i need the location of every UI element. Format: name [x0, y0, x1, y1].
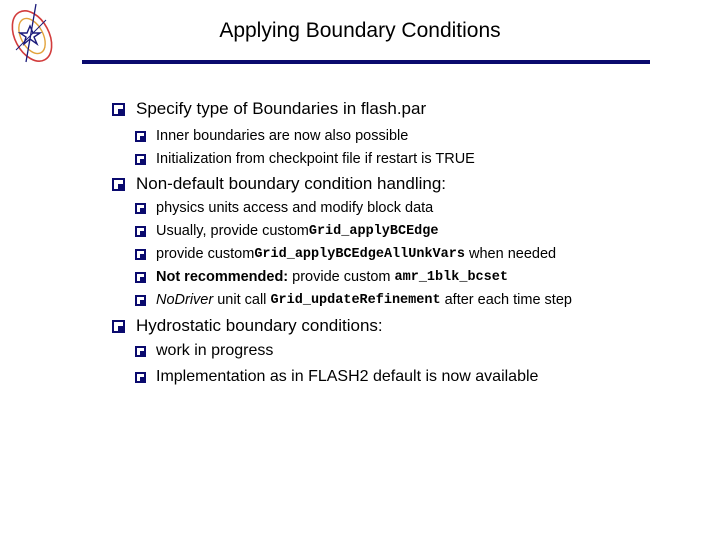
emphasis-label: Not recommended: — [156, 269, 289, 285]
square-bullet-icon — [135, 203, 146, 214]
sub-bullet-text: provide custom — [288, 269, 395, 285]
sub-bullet-item — [135, 342, 273, 360]
title-divider — [82, 60, 650, 64]
bullet-text: Hydrostatic boundary conditions: — [136, 316, 383, 335]
square-bullet-icon — [135, 295, 146, 306]
square-bullet-icon — [112, 178, 125, 191]
sub-bullet-item — [135, 128, 408, 144]
sub-bullet-text: provide custom — [156, 246, 255, 262]
bullet-item — [112, 99, 426, 119]
square-bullet-icon — [135, 372, 146, 383]
square-bullet-icon — [112, 320, 125, 333]
sub-bullet-text: Implementation as in FLASH2 default is now available — [156, 368, 539, 385]
bullet-text: Non-default boundary condition handling: — [136, 174, 447, 193]
italic-term: NoDriver — [156, 292, 214, 308]
sub-bullet-text: work in progress — [156, 342, 274, 359]
bullet-item — [112, 174, 446, 194]
slide-title: Applying Boundary Conditions — [219, 19, 501, 42]
square-bullet-icon — [135, 226, 146, 237]
sub-bullet-item — [135, 368, 538, 386]
code-function-name: Grid_applyBCEdge — [308, 223, 439, 239]
sub-bullet-item — [135, 151, 475, 167]
sub-bullet-text: Usually, provide custom — [156, 223, 309, 239]
code-function-name: Grid_updateRefinement — [270, 292, 441, 308]
square-bullet-icon — [135, 154, 146, 165]
square-bullet-icon — [135, 346, 146, 357]
sub-bullet-text: after each time step — [440, 292, 572, 308]
sub-bullet-text: Inner boundaries are now also possible — [156, 128, 409, 144]
bullet-item — [112, 316, 383, 336]
sub-bullet-item — [135, 269, 508, 285]
bullet-text: Specify type of Boundaries in flash.par — [136, 99, 427, 118]
code-function-name: Grid_applyBCEdgeAllUnkVars — [254, 246, 465, 262]
sub-bullet-item — [135, 246, 556, 262]
square-bullet-icon — [135, 131, 146, 142]
sub-bullet-text: Initialization from checkpoint file if restart is TRUE — [156, 151, 475, 167]
sub-bullet-text: physics units access and modify block data — [156, 200, 434, 216]
sub-bullet-item — [135, 200, 433, 216]
code-function-name: amr_1blk_bcset — [394, 269, 508, 285]
sub-bullet-text: when needed — [464, 246, 557, 262]
sub-bullet-item — [135, 223, 438, 239]
sub-bullet-item — [135, 292, 572, 308]
square-bullet-icon — [135, 272, 146, 283]
sub-bullet-text: unit call — [213, 292, 271, 308]
square-bullet-icon — [112, 103, 125, 116]
square-bullet-icon — [135, 249, 146, 260]
